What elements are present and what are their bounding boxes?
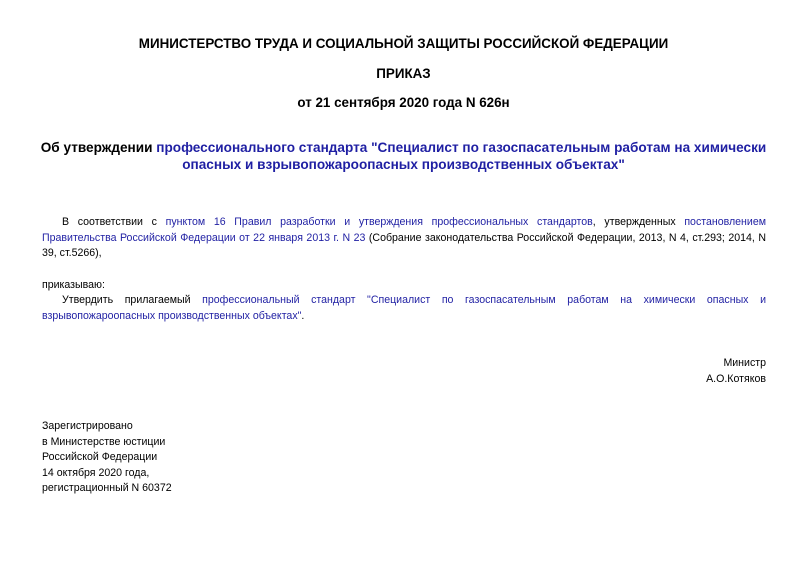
- approve-text-1: Утвердить прилагаемый: [62, 294, 203, 306]
- basis-text-2: , утвержденных: [592, 216, 685, 228]
- registration-line: Зарегистрировано: [42, 420, 133, 432]
- registration-block: [42, 419, 172, 497]
- approve-text-2: .: [301, 309, 305, 322]
- rules-clause-link[interactable]: пунктом 16 Правил разработки и утверждения профессиональных стандартов: [165, 216, 593, 228]
- order-date: от 21 сентября 2020 года N 626н: [297, 95, 510, 110]
- document-title: [40, 139, 767, 173]
- registration-line: Российской Федерации: [42, 451, 158, 464]
- order-word: приказываю:: [42, 279, 105, 291]
- order-heading: ПРИКАЗ: [376, 66, 431, 81]
- ministry-heading: МИНИСТЕРСТВО ТРУДА И СОЦИАЛЬНОЙ ЗАЩИТЫ РОССИЙСКОЙ ФЕДЕРАЦИИ: [138, 36, 669, 51]
- title-prefix: Об утверждении: [40, 140, 157, 155]
- registration-line: регистрационный N 60372: [42, 482, 172, 495]
- signatory-name: А.О.Котяков: [706, 373, 766, 385]
- approve-paragraph: [42, 293, 766, 324]
- basis-text-3: (Собрание законодательства Российской Федерации, 2013, N 4, ст.293; 2014, N 39, ст.5266),: [42, 231, 767, 259]
- registration-line: 14 октября 2020 года,: [42, 466, 150, 479]
- basis-paragraph: [42, 215, 766, 262]
- signatory-title: Министр: [723, 357, 766, 369]
- registration-line: в Министерстве юстиции: [42, 435, 166, 448]
- basis-text-1: В соответствии с: [62, 216, 166, 228]
- standard-link[interactable]: профессиональный стандарт "Специалист по газоспасательным работам на химически опасных и взрывопожароопасных производственных объектах": [42, 294, 766, 322]
- title-standard-link[interactable]: профессионального стандарта "Специалист по газоспасательным работам на химически опасных и взрывопожароопасных производственных объектах": [156, 140, 767, 172]
- government-decree-link[interactable]: постановлением Правительства Российской Федерации от 22 января 2013 г. N 23: [42, 216, 767, 244]
